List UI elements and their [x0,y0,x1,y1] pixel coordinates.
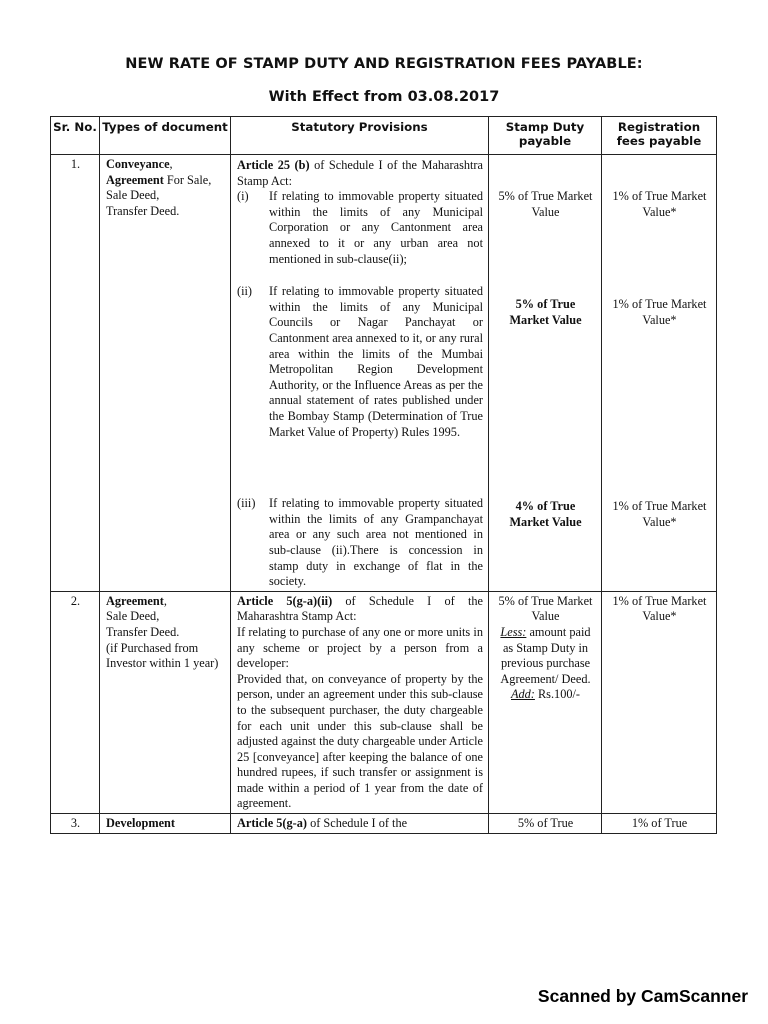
provisions-cell: Article 5(g-a) of Schedule I of the [231,814,489,834]
header-stamp-duty: Stamp Duty payable [489,117,602,155]
clause-iii: (iii) If relating to immovable property situated within the limits of any Grampanchayat area or any such area not mentioned in sub-clause (ii).There is concession in stamp duty in exchange of flat in the society. [237,496,483,589]
clause-ii: (ii) If relating to immovable property situated within the limits of any Municipal Councils or Nagar Panchayat or Cantonment area annexed to it, or any rural area within the limits of the Mumbai Metropolitan Region Development Authority, or the Influence Areas as per the annual statement of rates published under the Bombay Stamp (Determination of True Market Value of Property) Rules 1995. [237,284,483,439]
article-ref: Article 25 (b) [237,158,310,172]
article-ref: Article 5(g-a) [237,816,307,831]
stamp-duty-cell [489,591,602,813]
sr-no-cell: 1. [51,155,100,592]
stamp-value: 5% of True Market Value [498,593,593,624]
registration-value: 1% of True Market Value* [612,593,707,624]
stamp-value: 4% of True Market Value [509,499,582,529]
registration-fee-cell [602,591,717,813]
stamp-value: 5% of True Market Value [498,189,593,219]
header-registration-fees: Registration fees payable [602,117,717,155]
table-row [51,155,717,592]
stamp-duty-cell [489,155,602,592]
stamp-value: 5% of True [517,816,574,831]
doc-type-bold: Conveyance [106,157,170,171]
registration-value: 1% of True Market Value* [612,499,707,529]
sr-no-cell: 2. [51,591,100,813]
stamp-duty-table [50,116,717,834]
doc-type-bold: Agreement [106,172,164,187]
table-header-row [51,117,717,155]
header-sr-no: Sr. No. [51,117,100,155]
header-statutory-provisions: Statutory Provisions [231,117,489,155]
registration-fee-cell [602,814,717,834]
document-title: NEW RATE OF STAMP DUTY AND REGISTRATION FEES PAYABLE: [125,56,643,72]
stamp-add-note: Add: Rs.100/- [511,687,580,702]
sr-no-cell: 3. [51,814,100,834]
doc-type-bold: Development [106,816,175,831]
stamp-duty-cell [489,814,602,834]
registration-fee-cell [602,155,717,592]
document-type-cell: Conveyance, Agreement For Sale, Sale Deed, Transfer Deed. [100,155,231,592]
document-type-cell: Agreement, Sale Deed, Transfer Deed. (if Purchased from Investor within 1 year) [100,591,231,813]
table-row [51,591,717,813]
provisions-cell: Article 5(g-a)(ii) of Schedule I of the Maharashtra Stamp Act: If relating to purchase of any one or more units in any scheme or project by a person from a developer: Provided that, on conveyance of property by the person, under an agreement under this sub-clause to the subsequent purchaser, the duty chargeable for each unit under this sub-clause shall be adjusted against the duty chargeable under Article 25 [conveyance] after keeping the balance of one hundred rupees, if such transfer or assignment is made within a period of 1 year from the date of agreement. [231,591,489,813]
registration-value: 1% of True [631,816,688,831]
stamp-value: 5% of True Market Value [509,297,582,327]
provision-paragraph: If relating to purchase of any one or more units in any scheme or project by a person from a developer: [237,624,483,671]
registration-value: 1% of True Market Value* [612,189,707,219]
provision-proviso: Provided that, on conveyance of property by the person, under an agreement under this sub-clause to the subsequent purchaser, the duty chargeable for each unit under this sub-clause shall be adjusted against the duty chargeable under Article 25 [conveyance] after keeping the balance of one hundred rupees, if such transfer or assignment is made within a period of 1 year from the date of agreement. [237,671,483,811]
document-type-cell [100,814,231,834]
document-subtitle: With Effect from 03.08.2017 [268,89,500,105]
article-ref: Article 5(g-a)(ii) [237,593,333,608]
doc-type-bold: Agreement [106,593,164,608]
scanner-watermark: Scanned by CamScanner [537,986,748,1006]
clause-i: (i) If relating to immovable property situated within the limits of any Municipal Corporation or any Cantonment area annexed to it or any urban area not mentioned in sub-clause(ii); [237,189,483,266]
stamp-less-note: Less: amount paid as Stamp Duty in previous purchase Agreement/ Deed. [500,624,591,686]
header-types-of-document: Types of document [100,117,231,155]
registration-value: 1% of True Market Value* [612,297,707,327]
provisions-cell: Article 25 (b) of Schedule I of the Maharashtra Stamp Act: (i) If relating to immovable property situated within the limits of any Municipal Corporation or any Cantonment area annexed to it or any urban area not mentioned in sub-clause(ii); (ii) If relating to immovable property situated within the limits of any Municipal Councils or Nagar Panchayat or Cantonment area annexed to it, or any rural area within the limits of the Mumbai Metropolitan Region Development Authority, or the Influence Areas as per the annual statement of rates published under the Bombay Stamp (Determination of True Market Value of Property) Rules 1995. (iii) If relating to immovable property situated within the limits of any Grampanchayat area or any such area not mentioned in sub-clause (ii).There is concession in stamp duty in exchange of flat in the society. [231,155,489,592]
table-row [51,814,717,834]
